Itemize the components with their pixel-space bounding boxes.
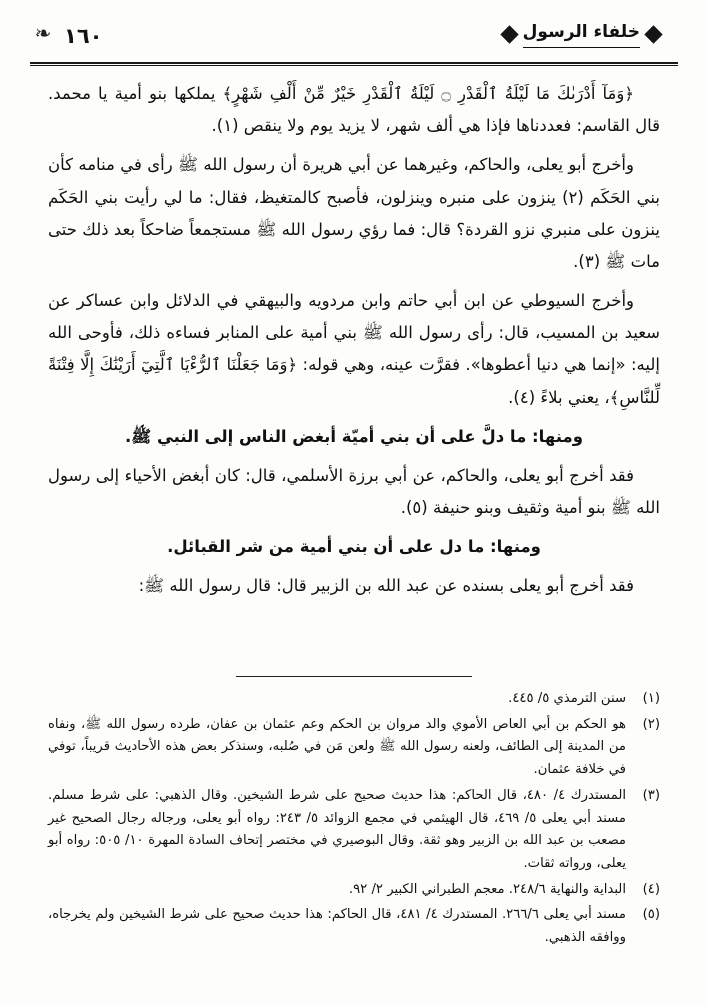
footnote-item — [48, 785, 660, 876]
footnote-text: هو الحكم بن أبي العاص الأموي والد مروان بن الحكم وعم عثمان بن عفان، طرده رسول الله ﷺ، ونفاه من المدينة إلى الطائف، ولعنه رسول الله ﷺ ولعن مَن في صُلبه، وسنذكر بعض هذه الأحاديث قريباً، توفي في خلافة عثمان. — [48, 716, 626, 778]
footnote-number: (٥) — [642, 907, 660, 923]
footnote-item — [48, 688, 660, 711]
footnote-item — [48, 904, 660, 949]
book-title-group — [503, 20, 660, 48]
corner-ornament-icon: ❧ — [34, 21, 52, 45]
paragraph: فقد أخرج أبو يعلى بسنده عن عبد الله بن الزبير قال: قال رسول الله ﷺ: — [138, 576, 634, 596]
footnote-item — [48, 714, 660, 782]
footnote-divider — [236, 676, 472, 677]
paragraph: فقد أخرج أبو يعلى، والحاكم، عن أبي برزة الأسلمي، قال: كان أبغض الأحياء إلى رسول الله ﷺ بنو أمية وثقيف وبنو حنيفة (٥). — [48, 465, 660, 518]
footnote-text: مسند أبي يعلى ٢٦٦/٦. المستدرك ٤/ ٤٨١، قال الحاكم: هذا حديث صحيح على شرط الشيخين ولم يخرجاه، ووافقه الذهبي. — [48, 907, 626, 946]
diamond-ornament-icon — [644, 26, 662, 44]
page-number: ١٦٠ — [64, 24, 103, 48]
body-text — [48, 78, 660, 610]
footnote-number: (٤) — [642, 881, 660, 897]
footnotes-section — [48, 688, 660, 953]
book-title: خلفاء الرسول — [523, 20, 640, 48]
header-divider — [30, 62, 678, 64]
footnote-number: (٢) — [642, 716, 660, 732]
footnote-item — [48, 879, 660, 902]
footnote-number: (١) — [642, 691, 660, 706]
paragraph: وأخرج أبو يعلى، والحاكم، وغيرهما عن أبي هريرة أن رسول الله ﷺ رأى في منامه كأن بني الحَكَم (٢) ينزون على منبره وينزلون، فأصبح كالمتغيظ، فقال: ما لي رأيت بني الحَكَم ينزون على منبري نزو القردة؟ قال: فما رؤي رسول الله ﷺ مستجمعاً ضاحكاً بعد ذلك حتى مات ﷺ (٣). — [48, 155, 660, 271]
footnote-text: سنن الترمذي ٥/ ٤٤٥. — [508, 691, 626, 706]
footnote-text: البداية والنهاية ٢٤٨/٦. معجم الطبراني الكبير ٢/ ٩٢. — [348, 881, 626, 897]
diamond-ornament-icon — [500, 26, 518, 44]
paragraph-heading: ومنها: ما دلَّ على أن بني أميّة أبغض الناس إلى النبي ﷺ. — [125, 426, 583, 446]
footnote-number: (٣) — [642, 787, 660, 803]
footnote-text: المستدرك ٤/ ٤٨٠، قال الحاكم: هذا حديث صحيح على شرط الشيخين. وقال الذهبي: على شرط مسلم. مسند أبي يعلى ٥/ ٤٦٩، قال الهيثمي في مجمع الزوائد ٥/ ٢٤٣: رواه أبو يعلى، ورجاله رجال الصحيح غير مصعب بن عبد الله بن الزبير وهو ثقة. وقال البوصيري في مختصر إتحاف السادة المهرة ١٠/ ٥٠٥: رواه أبو يعلى، ورواته ثقات. — [48, 787, 627, 871]
paragraph: ﴿وَمَآ أَدْرَىٰكَ مَا لَيْلَةُ ٱلْقَدْرِ ۝ لَيْلَةُ ٱلْقَدْرِ خَيْرٌ مِّنْ أَلْفِ شَهْرٍ﴾ يملكها بنو أمية يا محمد. قال القاسم: فعددناها فإذا هي ألف شهر، لا يزيد يوم ولا ينقص (١). — [48, 84, 660, 136]
page-header — [30, 18, 678, 64]
paragraph-heading: ومنها: ما دل على أن بني أمية من شر القبائل. — [167, 537, 541, 557]
paragraph: وأخرج السيوطي عن ابن أبي حاتم وابن مردويه والبيهقي في الدلائل وابن عساكر عن سعيد بن المسيب، قال: رأى رسول الله ﷺ بني أمية على المنابر فساءه ذلك، فأوحى الله إليه: «إنما هي دنيا أعطوها». فقرَّت عينه، وهي قوله: ﴿وَمَا جَعَلْنَا ٱلرُّءْيَا ٱلَّتِيٓ أَرَيْنَٰكَ إِلَّا فِتْنَةً لِّلنَّاسِ﴾، يعني بلاءً (٤). — [48, 291, 660, 407]
